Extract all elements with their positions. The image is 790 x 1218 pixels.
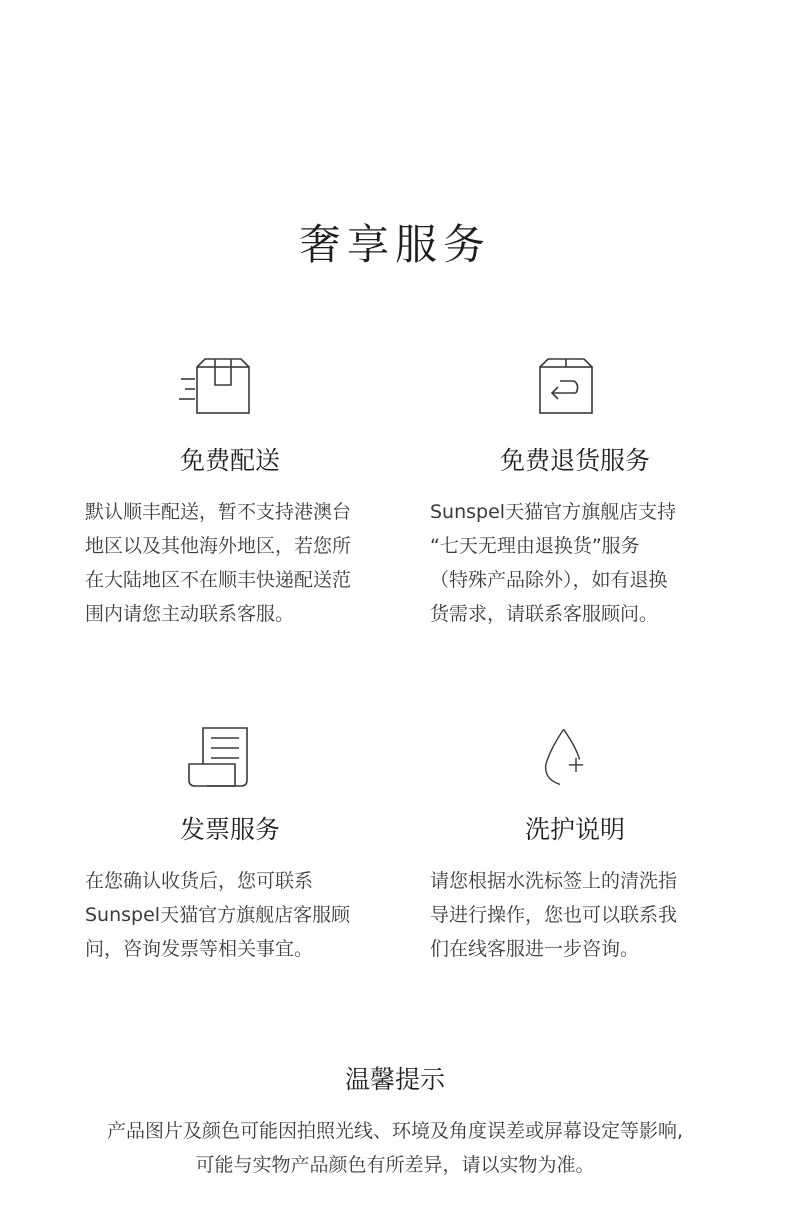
desc-line: 地区以及其他海外地区，若您所 — [85, 535, 352, 557]
desc-line: Sunspel天猫官方旗舰店客服顾 — [85, 904, 351, 926]
notice-line: 可能与实物产品颜色有所差异，请以实物为准。 — [195, 1154, 595, 1176]
water-drop-care-icon — [520, 724, 600, 788]
notice-title: 温馨提示 — [344, 1065, 445, 1094]
page-title: 奢享服务 — [298, 220, 491, 269]
service-heading: 发票服务 — [179, 815, 280, 844]
desc-line: Sunspel天猫官方旗舰店支持 — [430, 501, 677, 523]
service-heading: 免费配送 — [179, 446, 280, 475]
desc-line: “七天无理由退换货”服务 — [430, 535, 640, 557]
invoice-receipt-icon — [175, 724, 255, 788]
desc-line: 货需求，请联系客服顾问。 — [430, 603, 659, 625]
desc-line: 问，咨询发票等相关事宜。 — [85, 938, 314, 960]
service-description — [430, 864, 710, 966]
service-heading: 免费退货服务 — [499, 446, 650, 475]
service-heading: 洗护说明 — [524, 815, 625, 844]
desc-line: 们在线客服进一步咨询。 — [430, 938, 640, 960]
desc-line: 导进行操作，您也可以联系我 — [430, 904, 678, 926]
return-box-icon — [520, 355, 600, 419]
service-description — [430, 495, 710, 631]
desc-line: 在您确认收货后，您可联系 — [85, 870, 314, 892]
service-description — [85, 495, 365, 631]
desc-line: （特殊产品除外），如有退换 — [430, 569, 668, 591]
notice-text — [60, 1114, 730, 1182]
desc-line: 围内请您主动联系客服。 — [85, 603, 295, 625]
notice-line: 产品图片及颜色可能因拍照光线、环境及角度误差或屏幕设定等影响, — [106, 1120, 684, 1142]
desc-line: 在大陆地区不在顺丰快递配送范 — [85, 569, 352, 591]
service-description — [85, 864, 365, 966]
delivery-box-icon — [175, 355, 255, 419]
desc-line: 请您根据水洗标签上的清洗指 — [430, 870, 678, 892]
desc-line: 默认顺丰配送，暂不支持港澳台 — [85, 501, 352, 523]
